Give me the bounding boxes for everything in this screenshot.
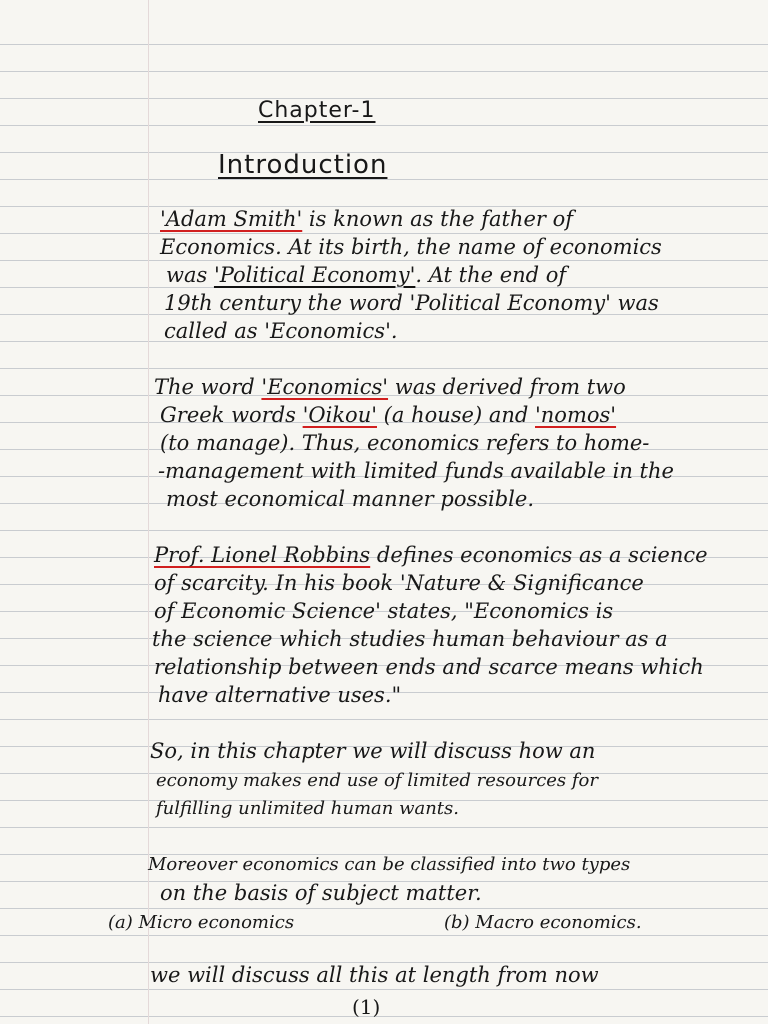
- paragraph-2-line-5: most economical manner possible.: [166, 487, 534, 511]
- paragraph-1-line-4: 19th century the word 'Political Economy' was: [164, 291, 659, 315]
- term-adam-smith: 'Adam Smith': [160, 207, 303, 231]
- paragraph-1-line-5: called as 'Economics'.: [164, 319, 398, 343]
- list-item-micro-economics: (a) Micro economics: [108, 912, 295, 933]
- paragraph-1-line-1: [160, 206, 573, 232]
- term-oikou: 'Oikou': [302, 403, 377, 427]
- paragraph-5-line-2: on the basis of subject matter.: [160, 881, 482, 905]
- term-economics: 'Economics': [261, 375, 389, 399]
- paragraph-2-line-3: (to manage). Thus, economics refers to home-: [160, 431, 650, 455]
- paragraph-2-line-1-text-b: was derived from two: [388, 375, 626, 399]
- list-item-macro-economics: (b) Macro economics.: [444, 912, 642, 933]
- paragraph-1-line-3-text-a: was: [166, 263, 214, 287]
- paragraph-3-line-1-text: defines economics as a science: [370, 543, 708, 567]
- paragraph-3-line-4: the science which studies human behaviour as a: [152, 627, 668, 651]
- paragraph-2-line-2: [160, 402, 616, 428]
- term-lionel-robbins: Prof. Lionel Robbins: [154, 543, 371, 567]
- paragraph-6-line-1: we will discuss all this at length from now: [150, 963, 599, 987]
- paragraph-2-line-1-text-a: The word: [154, 375, 262, 399]
- paragraph-3-line-2: of scarcity. In his book 'Nature & Significance: [154, 571, 644, 595]
- paragraph-2-line-2-text-a: Greek words: [160, 403, 303, 427]
- term-political-economy: 'Political Economy': [213, 263, 416, 287]
- paragraph-2-line-4: -management with limited funds available in the: [158, 459, 674, 483]
- paragraph-1-line-2: Economics. At its birth, the name of economics: [160, 235, 662, 259]
- paragraph-3-line-6: have alternative uses.": [158, 683, 402, 707]
- paragraph-1-line-3: [166, 262, 566, 288]
- paragraph-3-line-3: of Economic Science' states, "Economics is: [154, 599, 614, 623]
- paragraph-2-line-1: [154, 374, 626, 400]
- paragraph-5-line-1: Moreover economics can be classified into two types: [148, 854, 631, 875]
- paragraph-4-line-3: fulfilling unlimited human wants.: [156, 798, 460, 819]
- term-nomos: 'nomos': [535, 403, 617, 427]
- paragraph-2-line-2-text-b: (a house) and: [377, 403, 535, 427]
- page-title: Introduction: [218, 150, 388, 180]
- paragraph-4-line-1: So, in this chapter we will discuss how an: [150, 739, 596, 763]
- chapter-heading: Chapter-1: [258, 98, 376, 123]
- paragraph-1-line-1-text: is known as the father of: [302, 207, 574, 231]
- paragraph-1-line-3-text-b: . At the end of: [415, 263, 567, 287]
- page-number: (1): [352, 995, 381, 1019]
- paragraph-4-line-2: economy makes end use of limited resources for: [156, 770, 598, 791]
- paragraph-3-line-1: [154, 542, 708, 568]
- paragraph-3-line-5: relationship between ends and scarce means which: [154, 655, 704, 679]
